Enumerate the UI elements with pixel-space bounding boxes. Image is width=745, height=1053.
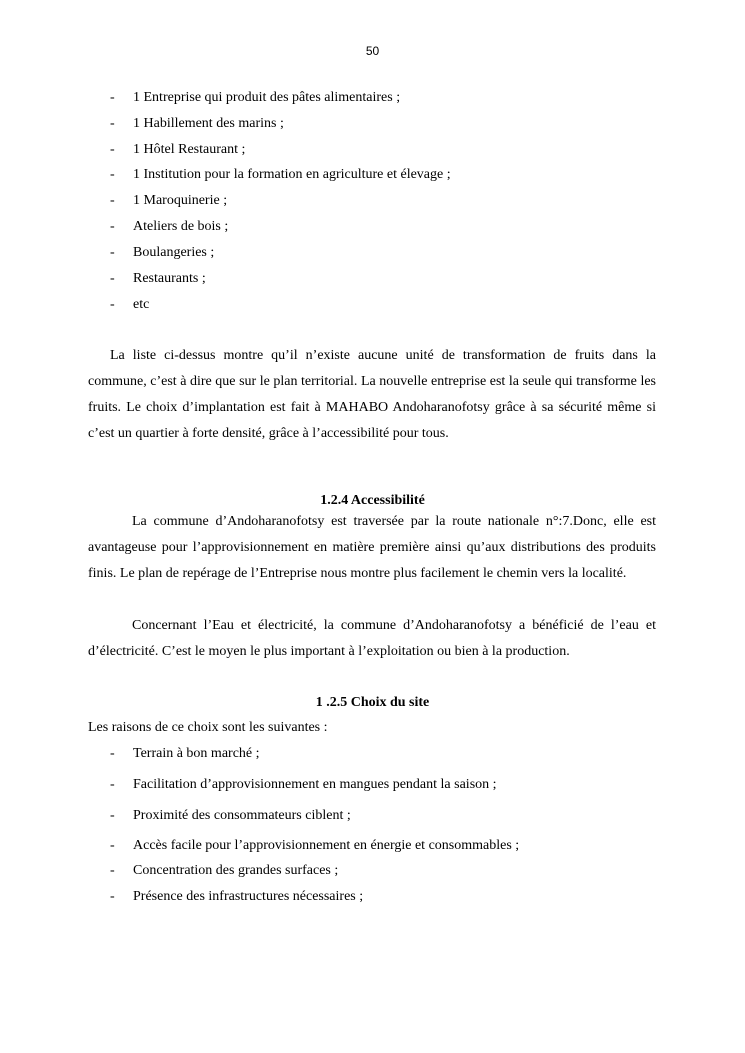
list-dash: -	[110, 863, 115, 878]
section-heading-accessibilite: 1.2.4 Accessibilité	[320, 493, 425, 508]
list-dash: -	[110, 746, 115, 761]
list-dash: -	[110, 116, 115, 131]
list-dash: -	[110, 271, 115, 286]
list-dash: -	[110, 297, 115, 312]
list-dash: -	[110, 808, 115, 823]
list-dash: -	[110, 245, 115, 260]
paragraph-utilities: Concernant l’Eau et électricité, la commune d’Andoharanofotsy a bénéficié de l’eau et d’électricité. C’est le moyen le plus important à l’exploitation ou bien à la production.	[88, 618, 656, 659]
list-dash: -	[110, 90, 115, 105]
list-dash: -	[110, 142, 115, 157]
list-dash: -	[110, 219, 115, 234]
list-dash: -	[110, 193, 115, 208]
list-dash: -	[110, 889, 115, 904]
page-number: 50	[365, 44, 380, 58]
list-dash: -	[110, 838, 115, 853]
site-choice-intro: Les raisons de ce choix sont les suivantes :	[88, 720, 328, 735]
section-heading-choix-du-site: 1 .2.5 Choix du site	[315, 695, 430, 710]
paragraph-accessibility: La commune d’Andoharanofotsy est traversée par la route nationale n°:7.Donc, elle est avantageuse pour l’approvisionnement en matière première ainsi qu’aux distributions des produits finis. Le plan de repérage de l’Entreprise nous montre plus facilement le chemin vers la localité.	[88, 514, 656, 581]
list-dash: -	[110, 777, 115, 792]
list-dash: -	[110, 167, 115, 182]
paragraph-summary: La liste ci-dessus montre qu’il n’existe aucune unité de transformation de fruits dans la commune, c’est à dire que sur le plan territorial. La nouvelle entreprise est la seule qui transforme les fruits. Le choix d’implantation est fait à MAHABO Andoharanofotsy grâce à sa sécurité même si c’est un quartier à forte densité, grâce à l’accessibilité pour tous.	[88, 348, 656, 441]
